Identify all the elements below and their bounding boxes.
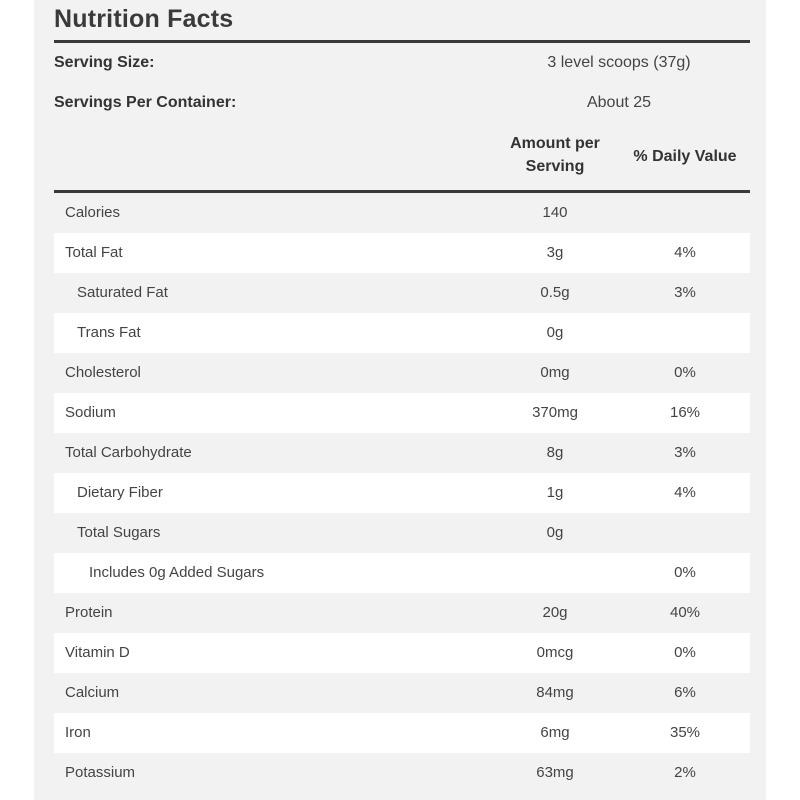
amount-header-line1: Amount per (510, 135, 600, 152)
table-row (54, 633, 750, 673)
table-row (54, 713, 750, 753)
table-row (54, 233, 750, 273)
servings-per-container-row (54, 94, 750, 118)
nutrient-name: Trans Fat (77, 324, 141, 341)
nutrient-daily-value: 0% (674, 364, 696, 381)
nutrient-amount: 3g (546, 244, 564, 261)
table-row (54, 313, 750, 353)
daily-value-header: % Daily Value (633, 148, 737, 165)
nutrient-amount: 0mg (540, 364, 570, 381)
nutrient-amount: 8g (546, 444, 564, 461)
page-title: Nutrition Facts (54, 5, 234, 33)
table-row (54, 513, 750, 553)
nutrient-amount: 1g (546, 484, 564, 501)
table-row (54, 273, 750, 313)
table-row (54, 753, 750, 793)
nutrient-daily-value: 35% (669, 724, 701, 741)
table-row (54, 393, 750, 433)
nutrient-name: Calcium (65, 684, 120, 701)
nutrient-amount: 84mg (536, 684, 574, 701)
serving-size-value: 3 level scoops (37g) (547, 54, 691, 71)
table-row (54, 433, 750, 473)
nutrient-daily-value: 16% (669, 404, 701, 421)
table-row (54, 353, 750, 393)
nutrient-name: Sodium (65, 404, 116, 421)
table-row (54, 673, 750, 713)
table-row (54, 593, 750, 633)
nutrient-name: Dietary Fiber (77, 484, 163, 501)
nutrient-amount: 0mcg (536, 644, 574, 661)
title-divider (54, 40, 750, 43)
nutrient-name: Vitamin D (65, 644, 130, 661)
servings-per-container-value: About 25 (586, 94, 652, 111)
nutrient-amount: 63mg (536, 764, 574, 781)
nutrient-daily-value: 3% (674, 444, 696, 461)
amount-per-serving-header (480, 132, 630, 178)
serving-size-row (54, 54, 750, 78)
nutrient-amount: 0g (546, 324, 564, 341)
nutrient-table (54, 193, 750, 793)
nutrient-daily-value: 2% (674, 764, 696, 781)
nutrient-name: Includes 0g Added Sugars (89, 564, 265, 581)
table-row (54, 553, 750, 593)
nutrient-amount: 140 (542, 204, 568, 221)
nutrient-name: Potassium (65, 764, 136, 781)
nutrient-name: Protein (65, 604, 113, 621)
nutrient-name: Iron (65, 724, 91, 741)
nutrient-name: Calories (65, 204, 121, 221)
nutrient-amount: 370mg (532, 404, 578, 421)
nutrient-name: Total Sugars (77, 524, 161, 541)
nutrient-amount: 0.5g (540, 284, 570, 301)
table-row (54, 193, 750, 233)
nutrient-daily-value: 4% (674, 484, 696, 501)
table-row (54, 473, 750, 513)
nutrient-daily-value: 6% (674, 684, 696, 701)
nutrient-daily-value: 40% (669, 604, 701, 621)
nutrient-name: Saturated Fat (77, 284, 168, 301)
nutrient-daily-value: 0% (674, 564, 696, 581)
nutrient-name: Cholesterol (65, 364, 141, 381)
nutrient-name: Total Carbohydrate (65, 444, 192, 461)
nutrient-amount: 0g (546, 524, 564, 541)
serving-size-label: Serving Size: (54, 54, 155, 71)
nutrient-amount: 20g (542, 604, 568, 621)
nutrient-daily-value: 3% (674, 284, 696, 301)
nutrient-daily-value: 0% (674, 644, 696, 661)
servings-per-container-label: Servings Per Container: (54, 94, 237, 111)
nutrient-daily-value: 4% (674, 244, 696, 261)
nutrient-amount: 6mg (540, 724, 570, 741)
nutrient-name: Total Fat (65, 244, 123, 261)
amount-header-line2: Serving (525, 158, 585, 175)
